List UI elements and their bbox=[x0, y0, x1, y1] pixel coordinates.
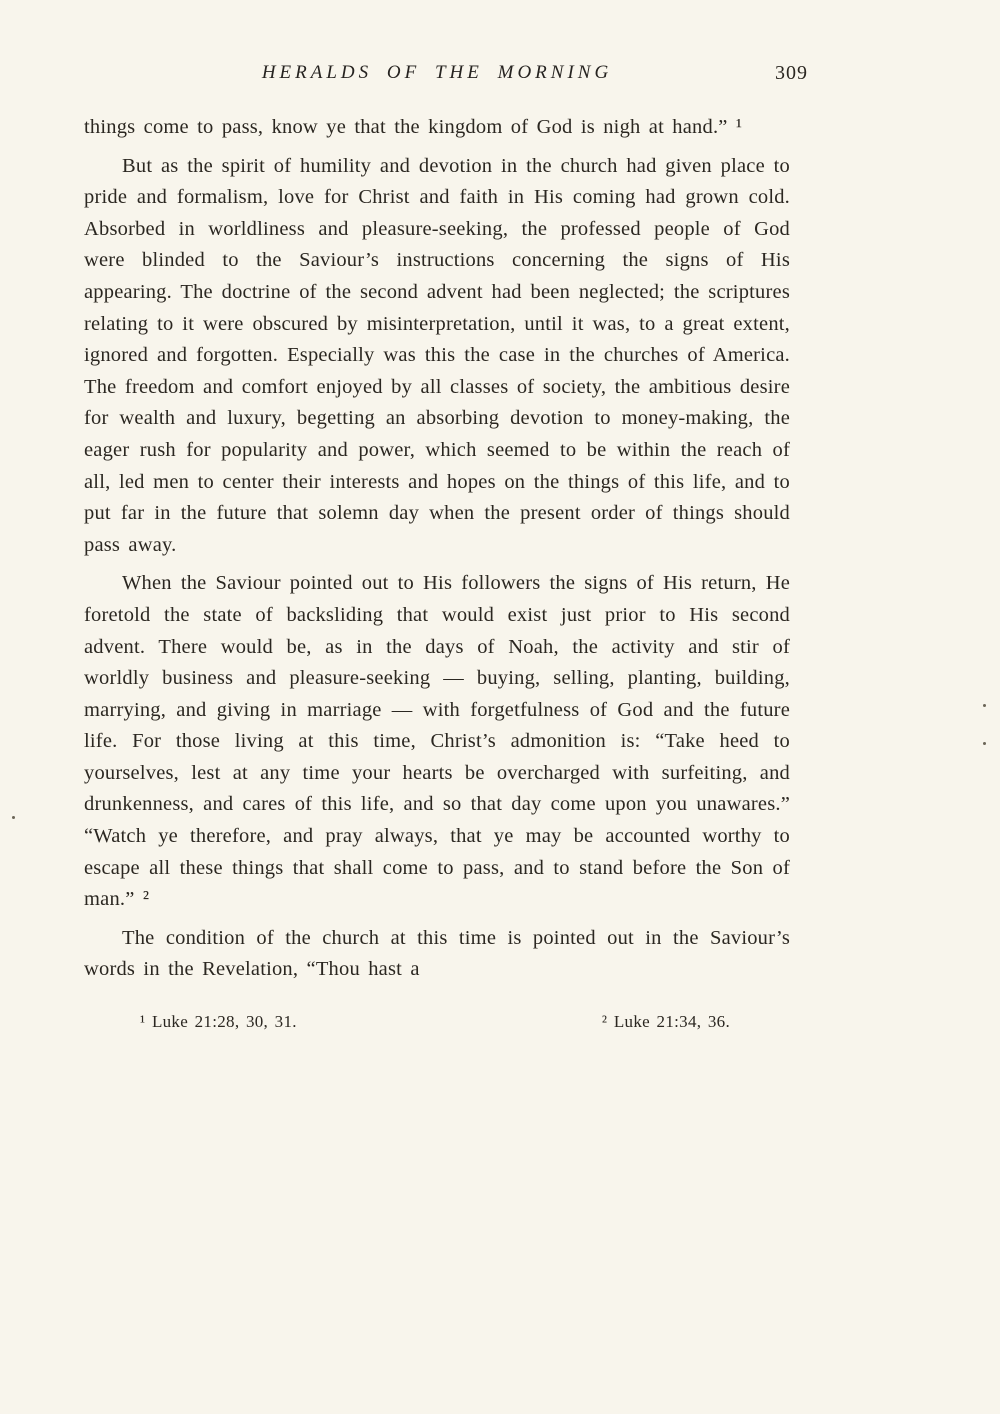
scan-speck bbox=[12, 816, 15, 819]
footnotes bbox=[84, 1012, 790, 1032]
paragraph-continuation: things come to pass, know ye that the kingdom of God is nigh at hand.” ¹ bbox=[84, 116, 743, 138]
paragraph: But as the spirit of humility and devotion in the church had given place to pride and formalism, love for Christ and faith in His coming had grown cold. Absorbed in worldliness and pleasure-seeking, the professed people of God were blinded to the Saviour’s instructions concerning the signs of His appearing. The doctrine of the second advent had been neglected; the scriptures relating to it were obscured by misinterpretation, until it was, to a great extent, ignored and forgotten. Especially was this the case in the churches of America. The freedom and comfort enjoyed by all classes of society, the ambitious desire for wealth and luxury, begetting an absorbing devotion to money-making, the eager rush for popularity and power, which seemed to be within the reach of all, led men to center their interests and hopes on the things of this life, and to put far in the future that solemn day when the present order of things should pass away. bbox=[84, 154, 790, 556]
scan-speck bbox=[983, 704, 986, 707]
footnote-1: ¹ Luke 21:28, 30, 31. bbox=[140, 1012, 297, 1032]
running-title: HERALDS OF THE MORNING bbox=[261, 62, 613, 83]
scan-speck bbox=[983, 742, 986, 745]
footnote-2: ² Luke 21:34, 36. bbox=[601, 1012, 730, 1032]
body-text bbox=[84, 112, 790, 986]
paragraph: The condition of the church at this time is pointed out in the Saviour’s words in the Revelation, “Thou hast a bbox=[84, 926, 790, 981]
page-number: 309 bbox=[775, 62, 808, 84]
paragraph: When the Saviour pointed out to His followers the signs of His return, He foretold the state of backsliding that would exist just prior to His second advent. There would be, as in the days of Noah, the activity and stir of worldly business and pleasure-seeking — buying, selling, planting, building, marrying, and giving in marriage — with forgetfulness of God and the future life. For those living at this time, Christ’s admonition is: “Take heed to yourselves, lest at any time your hearts be overcharged with surfeiting, and drunkenness, and cares of this life, and so that day come upon you unawares.” “Watch ye therefore, and pray always, that ye may be accounted worthy to escape all these things that shall come to pass, and to stand before the Son of man.” ² bbox=[84, 572, 790, 911]
page-header bbox=[84, 62, 808, 92]
